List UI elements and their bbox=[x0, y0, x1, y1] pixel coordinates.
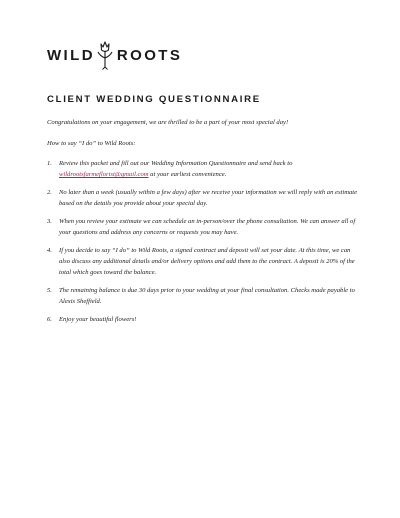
step-item bbox=[47, 187, 359, 209]
step-item bbox=[47, 314, 359, 325]
step-item bbox=[47, 285, 359, 307]
step-text: The remaining balance is due 30 days prior to your wedding at your final consultation. Checks made payable to Alexis Sheffield. bbox=[59, 286, 355, 306]
step-text: Review this packet and fill out our Wedding Information Questionnaire and send back to bbox=[59, 160, 293, 167]
step-item bbox=[47, 158, 359, 180]
logo-word-wild: WILD bbox=[47, 46, 95, 64]
step-number: 1. bbox=[47, 160, 52, 167]
how-to-heading: How to say “I do” to Wild Roots: bbox=[47, 140, 136, 147]
step-number: 3. bbox=[47, 217, 52, 225]
logo-word-roots: ROOTS bbox=[116, 46, 183, 64]
sprouting-tulip-icon bbox=[96, 40, 114, 70]
step-number: 5. bbox=[47, 286, 52, 294]
page-title: CLIENT WEDDING QUESTIONNAIRE bbox=[47, 94, 261, 105]
step-text: No later than a week (usually within a few days) after we receive your information we will reply with an estimate based on the details you provide about your special day. bbox=[59, 188, 358, 208]
steps-list bbox=[47, 158, 359, 331]
step-text-after: at your earliest convenience. bbox=[148, 171, 227, 179]
intro-paragraph: Congratulations on your engagement, we are thrilled to be a part of your most special day! bbox=[47, 119, 289, 126]
step-text: When you review your estimate we can schedule an in-person/over the phone consultation. We can answer all of your questions and address any concerns or requests you may have. bbox=[59, 217, 356, 237]
step-number: 6. bbox=[47, 315, 52, 323]
step-text: If you decide to say “I do” to Wild Roots, a signed contract and deposit will set your date. At this time, we can also discuss any additional details and/or delivery options and add them to the contract. A deposit is 20% of the total which goes toward the balance. bbox=[59, 246, 355, 277]
wild-roots-logo bbox=[47, 38, 182, 72]
step-number: 4. bbox=[47, 246, 52, 254]
email-link[interactable]: wildrootsfarmeflorist@gmail.com bbox=[59, 171, 149, 179]
step-text: Enjoy your beautiful flowers! bbox=[59, 315, 137, 323]
step-item bbox=[47, 216, 359, 238]
step-number: 2. bbox=[47, 188, 52, 196]
step-item bbox=[47, 245, 359, 279]
